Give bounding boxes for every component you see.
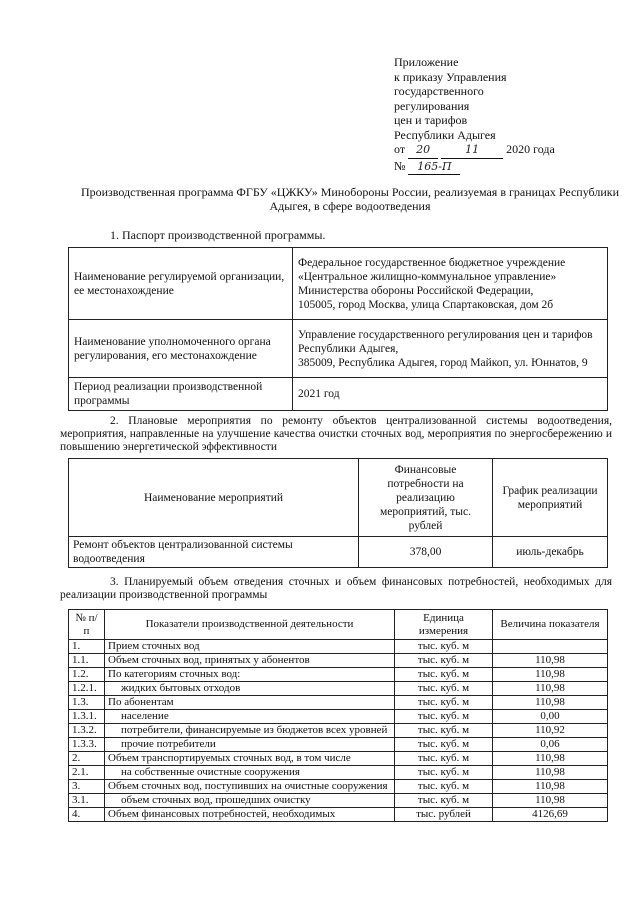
indicators-table xyxy=(68,609,608,822)
passport-label: Наименование уполномоченного органа регулирования, его местонахождение xyxy=(69,320,293,378)
date-day-handwritten: 20 xyxy=(408,143,438,159)
indicator-name: объем сточных вод, прошедших очистку xyxy=(105,794,395,808)
column-header: Наименование мероприятий xyxy=(69,459,359,537)
unit-cell: тыс. куб. м xyxy=(395,710,493,724)
number-prefix: № xyxy=(394,158,406,173)
unit-cell: тыс. куб. м xyxy=(395,794,493,808)
value-cell: 110,98 xyxy=(493,766,608,780)
unit-cell: тыс. куб. м xyxy=(395,640,493,654)
value-line: Федеральное государственное бюджетное учреждение «Центральное жилищно-коммунальное управление» Министерства обороны Российской Федерации, xyxy=(298,256,566,297)
passport-table xyxy=(68,247,608,411)
table-row xyxy=(69,248,608,320)
appendix-date xyxy=(394,142,555,159)
row-number: 3.1. xyxy=(69,794,105,808)
value-cell: 110,98 xyxy=(493,752,608,766)
unit-cell: тыс. куб. м xyxy=(395,682,493,696)
row-number: 1.2. xyxy=(69,668,105,682)
table-row xyxy=(69,738,608,752)
table-row xyxy=(69,752,608,766)
value-cell xyxy=(493,640,608,654)
column-header: Величина показателя xyxy=(493,610,608,640)
passport-label: Период реализации производственной программы xyxy=(69,378,293,411)
indicator-name: потребители, финансируемые из бюджетов всех уровней xyxy=(105,724,395,738)
row-number: 1.3.1. xyxy=(69,710,105,724)
appendix-line: цен и тарифов xyxy=(394,113,468,127)
value-line: 2021 год xyxy=(298,388,340,400)
section2-heading: 2. Плановые мероприятия по ремонту объектов централизованной системы водоотведения, мероприятия, направленные на улучшение качества очистки сточных вод, мероприятия по энергосбережению и повышению энергетической эффективности xyxy=(60,415,612,453)
indicator-name: Объем сточных вод, поступивших на очистные сооружения xyxy=(105,780,395,794)
value-cell: 110,98 xyxy=(493,780,608,794)
date-suffix: 2020 года xyxy=(506,142,555,156)
table-row xyxy=(69,766,608,780)
unit-cell: тыс. куб. м xyxy=(395,696,493,710)
table-row xyxy=(69,682,608,696)
row-number: 2. xyxy=(69,752,105,766)
indicator-name: население xyxy=(105,710,395,724)
table-row xyxy=(69,696,608,710)
section3-heading: 3. Планируемый объем отведения сточных и объем финансовых потребностей, необходимых для реализации производственной программы xyxy=(60,576,612,601)
value-cell: 110,98 xyxy=(493,794,608,808)
passport-value xyxy=(293,320,608,378)
row-number: 1.3.2. xyxy=(69,724,105,738)
unit-cell: тыс. куб. м xyxy=(395,780,493,794)
indicator-name: жидких бытовых отходов xyxy=(105,682,395,696)
unit-cell: тыс. куб. м xyxy=(395,668,493,682)
appendix-line: Республики Адыгея xyxy=(394,127,496,142)
document-title: Производственная программа ФГБУ «ЦЖКУ» Минобороны России, реализуемая в границах Республики Адыгея, в сфере водоотведения xyxy=(80,185,620,213)
measures-table xyxy=(68,458,608,568)
value-line: Управление государственного регулирования цен и тарифов Республики Адыгея, xyxy=(298,328,593,355)
unit-cell: тыс. куб. м xyxy=(395,738,493,752)
row-number: 1.3.3. xyxy=(69,738,105,752)
passport-value xyxy=(293,378,608,411)
table-row xyxy=(69,654,608,668)
table-row xyxy=(69,668,608,682)
appendix-line: Приложение xyxy=(394,55,459,69)
value-cell: 0,06 xyxy=(493,738,608,752)
value-cell: 110,98 xyxy=(493,696,608,710)
indicator-name: Объем транспортируемых сточных вод, в том числе xyxy=(105,752,395,766)
indicator-name: Объем сточных вод, принятых у абонентов xyxy=(105,654,395,668)
appendix-line: государственного xyxy=(394,84,484,98)
table-row xyxy=(69,710,608,724)
table-row xyxy=(69,537,608,568)
row-number: 1. xyxy=(69,640,105,654)
column-header: График реализации мероприятий xyxy=(493,459,608,537)
row-number: 1.3. xyxy=(69,696,105,710)
unit-cell: тыс. куб. м xyxy=(395,654,493,668)
value-line: 105005, город Москва, улица Спартаковская, дом 2б xyxy=(298,298,554,311)
value-cell: 110,98 xyxy=(493,654,608,668)
appendix-number xyxy=(394,159,555,176)
column-header: Финансовые потребности на реализацию мероприятий, тыс. рублей xyxy=(359,459,493,537)
indicator-name: По категориям сточных вод: xyxy=(105,668,395,682)
table-row xyxy=(69,808,608,822)
measure-name: Ремонт объектов централизованной системы водоотведения xyxy=(69,537,359,568)
table-row xyxy=(69,320,608,378)
passport-value xyxy=(293,248,608,320)
table-row xyxy=(69,378,608,411)
unit-cell: тыс. куб. м xyxy=(395,752,493,766)
value-cell: 0,00 xyxy=(493,710,608,724)
date-prefix: от xyxy=(394,142,406,156)
indicator-name: Прием сточных вод xyxy=(105,640,395,654)
row-number: 3. xyxy=(69,780,105,794)
indicator-name: Объем финансовых потребностей, необходимых xyxy=(105,808,395,822)
table-row xyxy=(69,794,608,808)
indicator-name: на собственные очистные сооружения xyxy=(105,766,395,780)
indicator-name: прочие потребители xyxy=(105,738,395,752)
measure-schedule: июль-декабрь xyxy=(493,537,608,568)
value-cell: 110,98 xyxy=(493,668,608,682)
table-header-row xyxy=(69,459,608,537)
unit-cell: тыс. рублей xyxy=(395,808,493,822)
appendix-line: регулирования xyxy=(394,98,470,113)
measure-amount: 378,00 xyxy=(359,537,493,568)
appendix-block xyxy=(394,55,555,175)
value-cell: 110,92 xyxy=(493,724,608,738)
table-row xyxy=(69,724,608,738)
date-month-handwritten: 11 xyxy=(441,143,503,159)
unit-cell: тыс. куб. м xyxy=(395,766,493,780)
value-cell: 4126,69 xyxy=(493,808,608,822)
indicator-name: По абонентам xyxy=(105,696,395,710)
value-cell: 110,98 xyxy=(493,682,608,696)
row-number: 1.2.1. xyxy=(69,682,105,696)
value-line: 385009, Республика Адыгея, город Майкоп, ул. Юннатов, 9 xyxy=(298,356,588,369)
appendix-line: к приказу Управления xyxy=(394,69,507,84)
column-header: Единица измерения xyxy=(395,610,493,640)
order-number-handwritten: 165-П xyxy=(408,160,460,176)
section1-heading: 1. Паспорт производственной программы. xyxy=(110,228,326,242)
row-number: 2.1. xyxy=(69,766,105,780)
table-row xyxy=(69,640,608,654)
table-row xyxy=(69,780,608,794)
column-header: Показатели производственной деятельности xyxy=(105,610,395,640)
column-header: № п/п xyxy=(69,610,105,640)
unit-cell: тыс. куб. м xyxy=(395,724,493,738)
table-header-row xyxy=(69,610,608,640)
row-number: 1.1. xyxy=(69,654,105,668)
row-number: 4. xyxy=(69,808,105,822)
passport-label: Наименование регулируемой организации, ее местонахождение xyxy=(69,248,293,320)
